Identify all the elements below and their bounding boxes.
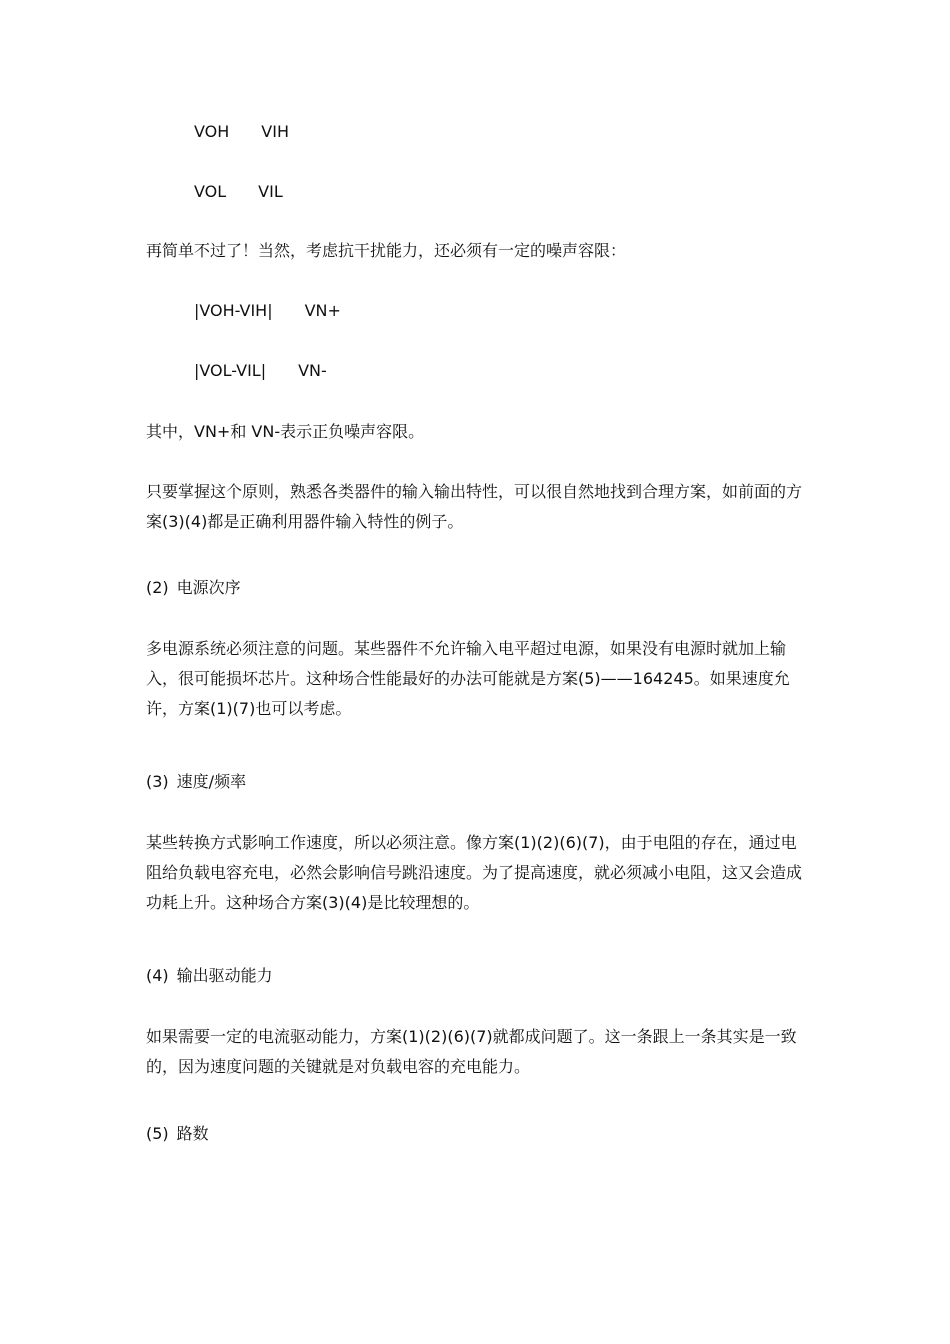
- voh-vih-noise-line: [194, 301, 341, 321]
- vol-vil-line: [194, 182, 283, 202]
- voh-vih-expression: |VOH-VIH|: [194, 301, 273, 320]
- section-title: 速度/频率: [176, 772, 247, 791]
- section-heading-power-sequence: [146, 578, 241, 598]
- section-number: (3): [146, 772, 169, 791]
- vn-minus-label: VN-: [298, 361, 327, 380]
- vih-label: VIH: [261, 122, 289, 141]
- paragraph-noise-margin-definition: 其中，VN+和 VN-表示正负噪声容限。: [146, 422, 425, 441]
- section-title: 电源次序: [176, 578, 241, 597]
- vol-vil-noise-line: [194, 361, 327, 381]
- paragraph-noise-margin-intro: 再简单不过了！当然，考虑抗干扰能力，还必须有一定的噪声容限：: [146, 241, 627, 260]
- section-title: 输出驱动能力: [176, 966, 273, 985]
- section-heading-speed-frequency: [146, 772, 246, 792]
- vil-label: VIL: [258, 182, 283, 201]
- paragraph-principle: 只要掌握这个原则，熟悉各类器件的输入输出特性，可以很自然地找到合理方案，如前面的方案(3)(4)都是正确利用器件输入特性的例子。: [146, 482, 803, 531]
- vn-plus-label: VN+: [304, 301, 341, 320]
- paragraph-power-sequence: 多电源系统必须注意的问题。某些器件不允许输入电平超过电源，如果没有电源时就加上输入，很可能损坏芯片。这种场合性能最好的办法可能就是方案(5)——164245。如果速度允许，方案(1)(7)也可以考虑。: [146, 639, 790, 718]
- voh-vih-line: [194, 122, 289, 142]
- section-heading-channel-count: [146, 1124, 209, 1144]
- paragraph-speed-frequency: 某些转换方式影响工作速度，所以必须注意。像方案(1)(2)(6)(7)，由于电阻的存在，通过电阻给负载电容充电，必然会影响信号跳沿速度。为了提高速度，就必须减小电阻，这又会造成功耗上升。这种场合方案(3)(4)是比较理想的。: [146, 833, 803, 912]
- section-title: 路数: [176, 1124, 209, 1143]
- section-heading-output-drive: [146, 966, 273, 986]
- vol-label: VOL: [194, 182, 227, 201]
- paragraph-output-drive: 如果需要一定的电流驱动能力，方案(1)(2)(6)(7)就都成问题了。这一条跟上一条其实是一致的，因为速度问题的关键就是对负载电容的充电能力。: [146, 1027, 797, 1076]
- section-number: (4): [146, 966, 169, 985]
- section-number: (2): [146, 578, 169, 597]
- voh-label: VOH: [194, 122, 230, 141]
- vol-vil-expression: |VOL-VIL|: [194, 361, 267, 380]
- section-number: (5): [146, 1124, 169, 1143]
